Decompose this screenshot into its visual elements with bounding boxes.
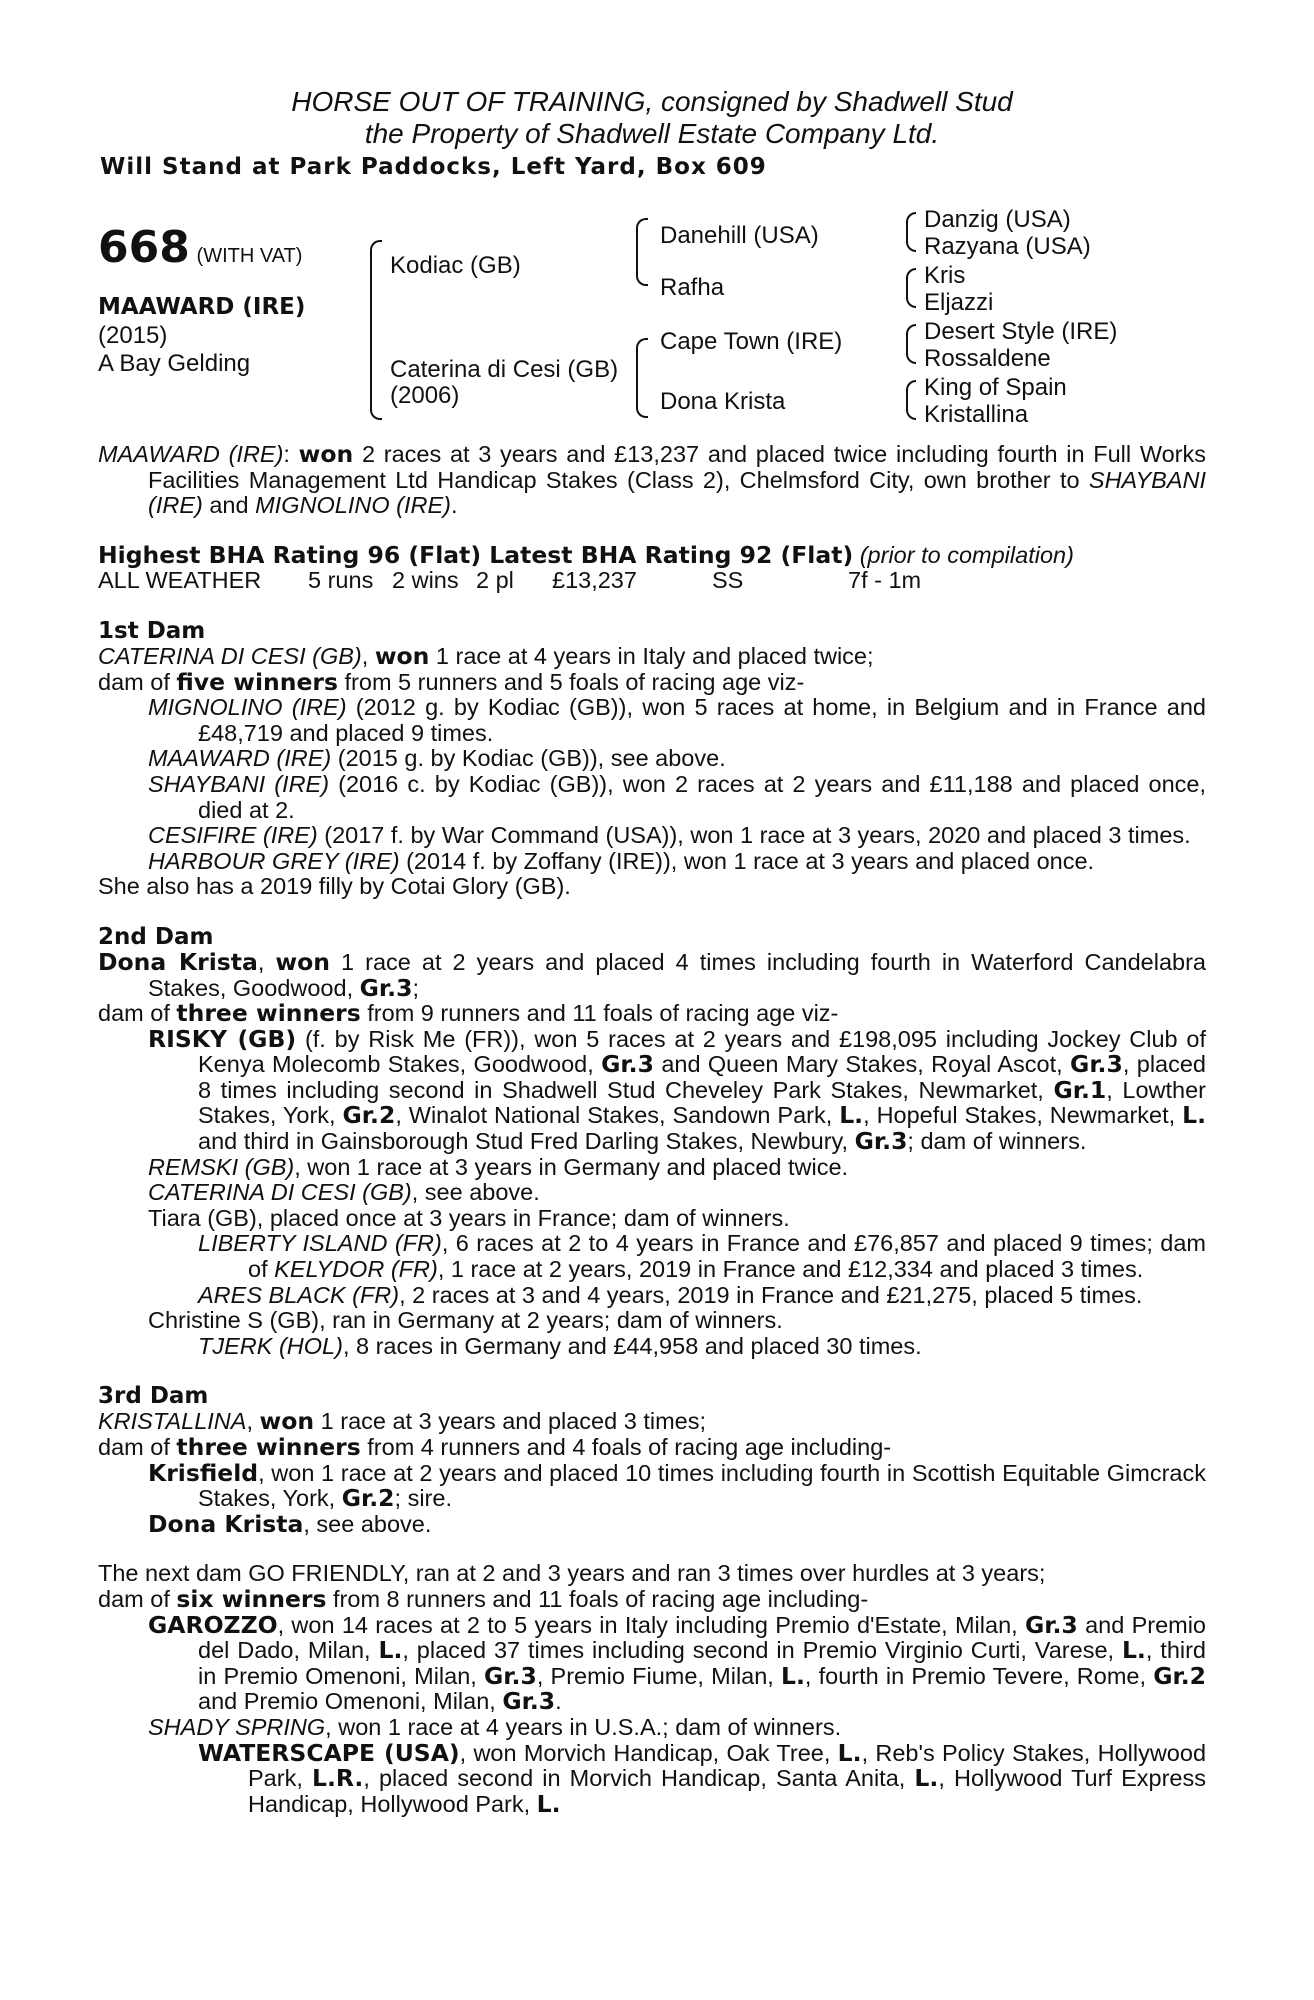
progeny-name: KELYDOR (FR): [274, 1256, 438, 1283]
sire-parents-brace: [636, 218, 648, 286]
intro-brother-1: SHAYBANI (IRE): [148, 466, 1206, 519]
first-dam-of: [98, 667, 1206, 696]
progeny-text: , Hollywood Turf Express Handicap, Hollywood Park,: [248, 1765, 1206, 1817]
horse-year: (2015): [98, 322, 168, 349]
progeny-text: (2014 f. by Zoffany (IRE)), won 1 race at 3 years and placed once.: [399, 847, 1095, 874]
dam-of-label: dam of: [98, 668, 177, 695]
second-dam-sep: ,: [257, 948, 276, 975]
horse-description: A Bay Gelding: [98, 350, 251, 377]
dam-of-label: dam of: [98, 1000, 177, 1027]
progeny-text: , placed 37 times including second in Premio Virginio Curti, Varese,: [402, 1637, 1122, 1664]
grade-label: L.: [1121, 1636, 1146, 1665]
grand-brace-4: [906, 380, 916, 420]
progeny-text: and third in Gainsborough Stud Fred Darling Stakes, Newbury,: [198, 1128, 855, 1155]
next-dam-line: The next dam GO FRIENDLY, ran at 2 and 3 years and ran 3 times over hurdles at 3 years;: [98, 1560, 1046, 1587]
progeny-name: REMSKI (GB): [148, 1153, 295, 1180]
progeny-text: and Premio Omenoni, Milan,: [198, 1688, 503, 1715]
second-dam-won: won: [275, 947, 331, 976]
grade-label: Gr.3: [1070, 1050, 1123, 1079]
header-line-1: HORSE OUT OF TRAINING, consigned by Shadwell Stud: [291, 86, 1013, 117]
pedigree-table: [98, 206, 1206, 442]
progeny-text: , Hopeful Stakes, Newmarket,: [863, 1102, 1183, 1129]
grand-brace-2: [906, 268, 916, 308]
grade-label: Gr.2: [341, 1484, 395, 1513]
progeny-text: (f. by Risk Me (FR)), won 5 races at 2 years and £198,095 including Jockey Club of Kenya Molecomb Stakes, Goodwood,: [198, 1025, 1207, 1078]
progeny-name: TJERK (HOL): [198, 1332, 343, 1359]
progeny-name: Dona Krista: [148, 1509, 304, 1538]
progeny-name: HARBOUR GREY (IRE): [148, 847, 400, 874]
record-surface: ALL WEATHER: [98, 567, 262, 594]
second-dam-winners: three winners: [176, 999, 361, 1028]
grandparent-4: Eljazzi: [924, 289, 994, 316]
grade-label: Gr.3: [484, 1661, 537, 1690]
grand-brace-1: [906, 212, 916, 252]
lot-number-block: [98, 222, 302, 273]
intro-text: 2 races at 3 years and £13,237 and placed twice including fourth in Full Works Facilities Management Ltd Handicap Stakes (Class 2), Chelmsford City, own brother to: [148, 441, 1206, 493]
grandparent-2: Razyana (USA): [924, 233, 1091, 260]
grade-label: Gr.2: [342, 1101, 396, 1130]
catalogue-page: [98, 86, 1206, 1817]
intro-end: .: [450, 492, 458, 519]
progeny-text: , won Morvich Handicap, Oak Tree,: [459, 1739, 838, 1766]
progeny-text: , third in Premio Omenoni, Milan,: [198, 1637, 1207, 1689]
grade-label: Gr.3: [1024, 1610, 1078, 1639]
progeny-waterscape: [98, 1738, 1207, 1818]
rating-note: (prior to compilation): [859, 541, 1074, 568]
progeny-name: CATERINA DI CESI (GB): [148, 1179, 412, 1206]
progeny-dona: [98, 1509, 1206, 1538]
sire-dam: Rafha: [660, 274, 725, 301]
second-dam-of-rest: from 9 runners and 11 foals of racing age viz-: [360, 1000, 839, 1027]
intro-horse: MAAWARD (IRE): [98, 441, 284, 467]
first-dam-title: 1st Dam: [98, 617, 206, 644]
dam-of-label: dam of: [98, 1585, 177, 1612]
record-wins: 2 wins: [392, 567, 459, 594]
progeny-text: (2017 f. by War Command (USA)), won 1 race at 3 years, 2020 and placed 3 times.: [317, 822, 1191, 849]
first-dam-won: won: [374, 641, 430, 670]
progeny-name: WATERSCAPE (USA): [198, 1738, 460, 1767]
grade-label: Gr.3: [502, 1687, 556, 1716]
rating-bold: Highest BHA Rating 96 (Flat) Latest BHA Rating 92 (Flat): [98, 540, 854, 569]
progeny-text: , see above.: [411, 1179, 540, 1206]
progeny-text: .: [555, 1688, 562, 1715]
third-dam-of-rest: from 4 runners and 4 foals of racing age including-: [360, 1434, 892, 1460]
third-dam-of: [98, 1435, 1206, 1461]
intro-brother-2: MIGNOLINO (IRE): [255, 492, 451, 519]
progeny-name: MIGNOLINO (IRE): [148, 694, 347, 721]
progeny-name: Krisfield: [148, 1458, 259, 1487]
second-dam-name: Dona Krista: [98, 947, 258, 976]
intro-and: and: [202, 492, 256, 519]
progeny-text: and Queen Mary Stakes, Royal Ascot,: [653, 1051, 1071, 1078]
progeny-garozzo: [98, 1610, 1207, 1716]
progeny-name: MAAWARD (IRE): [148, 745, 332, 772]
progeny-text: , won 1 race at 2 years and placed 10 times including fourth in Scottish Equitable Gimcrack Stakes, York,: [198, 1459, 1206, 1512]
grade-label: L.: [837, 1738, 862, 1767]
progeny-text: , placed second in Morvich Handicap, Santa Anita,: [363, 1765, 915, 1792]
grade-label: L.: [781, 1661, 805, 1690]
progeny-name: GAROZZO: [148, 1610, 278, 1639]
progeny-text: , Reb's Policy Stakes, Hollywood Park,: [248, 1739, 1207, 1792]
progeny-christine: Christine S (GB), ran in Germany at 2 years; dam of winners.: [148, 1307, 783, 1334]
progeny-text: , see above.: [303, 1510, 432, 1537]
progeny-caterina: [98, 1180, 1206, 1206]
record-distance: 7f - 1m: [848, 567, 922, 594]
record-runs: 5 runs: [308, 567, 374, 594]
progeny-item: [98, 772, 1206, 823]
progeny-krisfield: [98, 1458, 1206, 1513]
first-dam-winners: five winners: [176, 667, 338, 696]
third-dam-name: KRISTALLINA: [98, 1408, 247, 1435]
progeny-item: [98, 849, 1206, 875]
progeny-text: , won 1 race at 3 years in Germany and placed twice.: [294, 1153, 849, 1180]
horse-name: MAAWARD (IRE): [98, 294, 306, 320]
grade-label: Gr.1: [1053, 1075, 1107, 1104]
progeny-name: LIBERTY ISLAND (FR): [198, 1230, 442, 1257]
dam-dam: Dona Krista: [660, 388, 786, 415]
race-record-row: [98, 568, 1206, 594]
third-dam-text: 1 race at 3 years and placed 3 times;: [314, 1408, 706, 1435]
grandparent-5: Desert Style (IRE): [924, 318, 1118, 345]
dam-year: (2006): [390, 382, 460, 409]
progeny-text: (2012 g. by Kodiac (GB)), won 5 races at home, in Belgium and in France and £48,719 and placed 9 times.: [198, 694, 1206, 746]
second-dam-title: 2nd Dam: [98, 923, 214, 950]
grandparent-7: King of Spain: [924, 374, 1067, 401]
intro-paragraph: MAAWARD (IRE): won 2 races at 3 years and £13,237 and placed twice including fourth in Full Works Facilities Management Ltd Handicap Stakes (Class 2), Chelmsford City, own brother to SHAYBANI (IRE) and MIGNOLINO (IRE).: [98, 440, 1206, 519]
next-dam-of: [98, 1584, 1206, 1613]
intro-won: won: [298, 440, 354, 468]
first-dam-of-rest: from 5 runners and 5 foals of racing age viz-: [337, 668, 805, 695]
grandparent-6: Rossaldene: [924, 345, 1051, 372]
grade-label: Gr.3: [601, 1050, 654, 1079]
third-dam-line: KRISTALLINA, won 1 race at 3 years and placed 3 times;: [98, 1407, 706, 1436]
progeny-text: , Lowther Stakes, York,: [198, 1076, 1207, 1129]
grade-label: L.R.: [311, 1764, 364, 1793]
second-dam-semi: ;: [412, 974, 419, 1001]
progeny-text: ; sire.: [394, 1485, 452, 1512]
record-placed: 2 pl: [476, 567, 514, 594]
record-prize: £13,237: [552, 567, 637, 594]
progeny-tiara: Tiara (GB), placed once at 3 years in France; dam of winners.: [148, 1204, 790, 1231]
dam-parents-brace: [636, 338, 648, 418]
progeny-name: ARES BLACK (FR): [198, 1281, 400, 1308]
dam: Caterina di Cesi (GB): [390, 356, 619, 383]
progeny-text: , won 14 races at 2 to 5 years in Italy including Premio d'Estate, Milan,: [277, 1611, 1025, 1638]
grade-label: Gr.3: [854, 1127, 908, 1156]
progeny-remski: [98, 1155, 1206, 1181]
second-dam-of: [98, 1001, 1206, 1027]
progeny-ares: [98, 1283, 1206, 1309]
progeny-text: , Premio Fiume, Milan,: [536, 1662, 782, 1689]
first-dam-line: CATERINA DI CESI (GB), won 1 race at 4 years in Italy and placed twice;: [98, 641, 874, 670]
progeny-name: SHAYBANI (IRE): [148, 770, 330, 797]
progeny-tjerk: [98, 1334, 1206, 1360]
third-dam-title: 3rd Dam: [98, 1383, 209, 1410]
grade-label: L.: [1182, 1101, 1206, 1130]
progeny-name: RISKY (GB): [148, 1024, 297, 1053]
grand-brace-3: [906, 324, 916, 364]
grandparent-3: Kris: [924, 262, 966, 289]
progeny-text: , won 1 race at 4 years in U.S.A.; dam of winners.: [325, 1713, 842, 1740]
progeny-item: [98, 695, 1206, 746]
record-ss: SS: [712, 567, 744, 594]
grade-label: L.: [914, 1764, 939, 1793]
rating-line: [98, 540, 1206, 569]
progeny-name: CESIFIRE (IRE): [148, 822, 318, 849]
progeny-text: and Premio del Dado, Milan,: [198, 1611, 1207, 1664]
progeny-name: SHADY SPRING: [148, 1713, 326, 1740]
progeny-text: , 1 race at 2 years, 2019 in France and £12,334 and placed 3 times.: [437, 1256, 1144, 1283]
progeny-text: , 8 races in Germany and £44,958 and placed 30 times.: [342, 1332, 922, 1359]
grade-label: L.: [378, 1636, 403, 1665]
progeny-text: (2015 g. by Kodiac (GB)), see above.: [331, 745, 726, 772]
header-line-3: Will Stand at Park Paddocks, Left Yard, Box 609: [100, 154, 767, 180]
progeny-text: , Winalot National Stakes, Sandown Park,: [395, 1102, 840, 1129]
header-line-2: the Property of Shadwell Estate Company Ltd.: [364, 118, 940, 149]
progeny-text: , placed 8 times including second in Shadwell Stud Cheveley Park Stakes, Newmarket,: [198, 1051, 1207, 1103]
second-dam-line: [98, 947, 1206, 1002]
grade-label: Gr.2: [1153, 1661, 1206, 1690]
third-dam-won: won: [259, 1407, 315, 1436]
progeny-text: (2016 c. by Kodiac (GB)), won 2 races at 2 years and £11,188 and placed once, died at 2.: [198, 770, 1207, 823]
progeny-shady: [98, 1715, 1206, 1741]
dam-of-label: dam of: [98, 1434, 177, 1460]
second-dam-text: 1 race at 2 years and placed 4 times including fourth in Waterford Candelabra Stakes, Goodwood,: [148, 948, 1206, 1001]
first-dam-text: 1 race at 4 years in Italy and placed twice;: [429, 642, 874, 669]
grandparent-1: Danzig (USA): [924, 206, 1071, 233]
grade-label: L.: [839, 1101, 864, 1130]
progeny-item: [98, 823, 1206, 849]
grandparent-8: Kristallina: [924, 401, 1029, 428]
sire: Kodiac (GB): [390, 252, 521, 279]
first-dam-also: She also has a 2019 filly by Cotai Glory (GB).: [98, 873, 571, 900]
progeny-text: , fourth in Premio Tevere, Rome,: [804, 1662, 1154, 1689]
sire-sire: Danehill (USA): [660, 222, 819, 249]
progeny-text: , 2 races at 3 and 4 years, 2019 in France and £21,275, placed 5 times.: [399, 1281, 1143, 1308]
next-dam-of-rest: from 8 runners and 11 foals of racing age including-: [326, 1585, 869, 1612]
progeny-risky: [98, 1024, 1207, 1156]
lot-number: 668: [98, 222, 190, 273]
vat-label: (WITH VAT): [196, 245, 303, 267]
first-dam-name: CATERINA DI CESI (GB): [98, 642, 362, 669]
grade-label: L.: [536, 1789, 561, 1818]
sire-dam-brace: [370, 240, 382, 420]
progeny-liberty: [98, 1231, 1206, 1282]
progeny-text: ; dam of winners.: [907, 1128, 1087, 1155]
next-dam-winners: six winners: [176, 1584, 327, 1613]
third-dam-winners: three winners: [176, 1433, 361, 1461]
progeny-item: [98, 746, 1206, 772]
grade-label: Gr.3: [359, 973, 413, 1002]
progeny-text: , 6 races at 2 to 4 years in France and £76,857 and placed 9 times; dam of: [248, 1230, 1206, 1283]
dam-sire: Cape Town (IRE): [660, 328, 843, 355]
